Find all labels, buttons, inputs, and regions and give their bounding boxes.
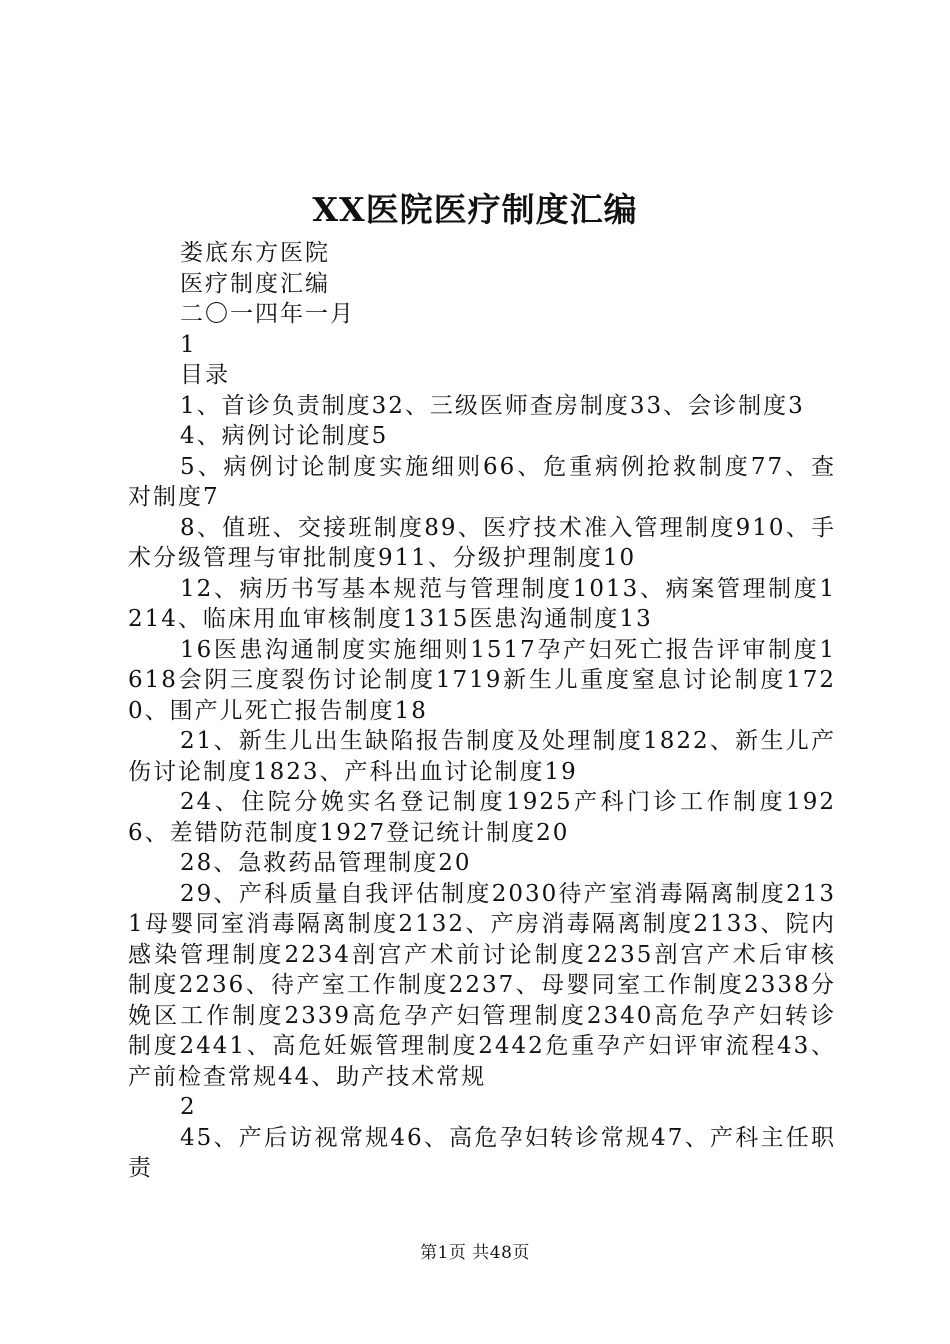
toc-entry: 12、病历书写基本规范与管理制度1013、病案管理制度1214、临床用血审核制度1315医患沟通制度13 [128, 575, 836, 632]
toc-entry: 1、首诊负责制度32、三级医师查房制度33、会诊制度3 [180, 392, 805, 419]
paragraph-hospital-name: 娄底东方医院 [180, 240, 330, 266]
document-title: XX医院医疗制度汇编 [312, 190, 638, 229]
toc-entry: 21、新生儿出生缺陷报告制度及处理制度1822、新生儿产伤讨论制度1823、产科出血讨论制度19 [128, 728, 836, 785]
paragraph-page-number: 2 [180, 1094, 197, 1120]
paragraph-toc-heading: 目录 [180, 362, 230, 388]
paragraph-date: 二〇一四年一月 [180, 301, 355, 327]
toc-entry: 16医患沟通制度实施细则1517孕产妇死亡报告评审制度1618会阴三度裂伤讨论制度1719新生儿重度窒息讨论制度1720、围产儿死亡报告制度18 [128, 636, 836, 724]
toc-entry: 24、住院分娩实名登记制度1925产科门诊工作制度1926、差错防范制度1927登记统计制度20 [128, 789, 836, 846]
page-footer: 第1页 共48页 [420, 1243, 530, 1263]
paragraph-compilation-title: 医疗制度汇编 [180, 270, 330, 297]
toc-entry: 29、产科质量自我评估制度2030待产室消毒隔离制度2131母婴同室消毒隔离制度2132、产房消毒隔离制度2133、院内感染管理制度2234剖宫产术前讨论制度2235剖宫产术后审核制度2236、待产室工作制度2237、母婴同室工作制度2338分娩区工作制度2339高危孕产妇管理制度2340高危孕产妇转诊制度2441、高危妊娠管理制度2442危重孕产妇评审流程43、产前检查常规44、助产技术常规 [128, 880, 836, 1090]
toc-entry: 4、病例讨论制度5 [180, 423, 389, 449]
toc-entry: 8、值班、交接班制度89、医疗技术准入管理制度910、手术分级管理与审批制度911、分级护理制度10 [128, 514, 836, 571]
toc-entry: 45、产后访视常规46、高危孕妇转诊常规47、产科主任职责 [128, 1124, 836, 1181]
toc-entry: 5、病例讨论制度实施细则66、危重病例抢救制度77、查对制度7 [128, 453, 836, 510]
toc-entry: 28、急救药品管理制度20 [180, 850, 472, 876]
document-body [128, 238, 836, 1184]
paragraph-page-number: 1 [180, 331, 197, 358]
